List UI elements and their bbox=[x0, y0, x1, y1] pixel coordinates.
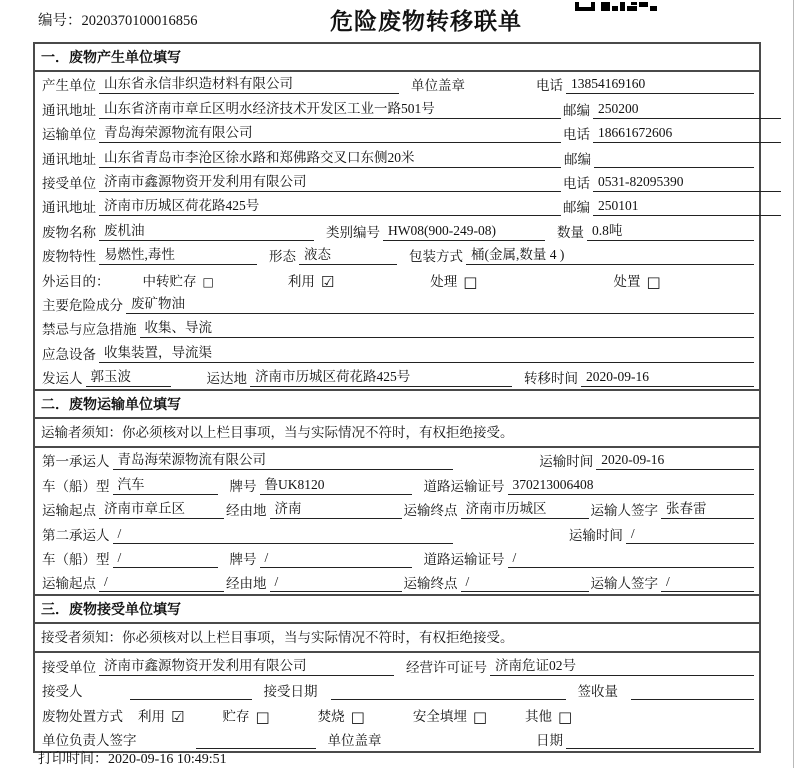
transport-time-label: 运输时间 bbox=[539, 454, 594, 470]
date-value bbox=[566, 730, 754, 749]
producer-address-value: 山东省济南市章丘区明水经济技术开发区工业一路501号 bbox=[99, 100, 561, 119]
receiver-notice: 接受者须知：你必须核对以上栏目事项，当与实际情况不符时，有权拒绝接受。 bbox=[35, 624, 759, 653]
acceptor-value bbox=[130, 681, 252, 700]
first-route-origin-value: 济南市章丘区 bbox=[99, 500, 224, 519]
row-main-hazard bbox=[35, 292, 759, 316]
option-utilize-label: 利用 bbox=[287, 273, 315, 289]
postcode-label: 邮编 bbox=[564, 151, 591, 167]
row-waste-name bbox=[35, 218, 759, 242]
accept-date-label: 接受日期 bbox=[263, 684, 318, 700]
transport-postcode-value bbox=[594, 149, 754, 168]
accepting-unit-label: 接受单位 bbox=[42, 659, 96, 675]
second-carrier-value: / bbox=[113, 525, 453, 544]
waste-property-label: 废物特性 bbox=[42, 249, 96, 265]
section-1-header: 一．废物产生单位填写 bbox=[35, 44, 759, 72]
receiver-postcode-value: 250101 bbox=[593, 197, 781, 216]
consignor-value: 郭玉波 bbox=[86, 368, 171, 387]
transfer-date-value: 2020-09-16 bbox=[581, 368, 754, 387]
serial-number-value: 2020370100016856 bbox=[81, 13, 198, 29]
responsible-signature-label: 单位负责人签字 bbox=[42, 732, 137, 748]
row-consignor bbox=[35, 365, 759, 389]
phone-label: 电话 bbox=[563, 175, 590, 191]
print-time-label: 打印时间： bbox=[38, 752, 108, 767]
qr-code-icon bbox=[575, 0, 657, 10]
first-transporter-signature-value: 张春雷 bbox=[661, 500, 754, 519]
second-route-origin-value: / bbox=[99, 573, 224, 592]
first-route-end-value: 济南市历城区 bbox=[461, 500, 589, 519]
row-transport-address bbox=[35, 145, 759, 169]
road-permit-label: 道路运输证号 bbox=[423, 478, 505, 494]
serial-number-label: 编号： bbox=[38, 13, 82, 29]
emergency-equipment-label: 应急设备 bbox=[42, 346, 96, 362]
producer-postcode-value: 250200 bbox=[593, 100, 781, 119]
second-route-end-value: / bbox=[461, 573, 589, 592]
second-carrier-label: 第二承运人 bbox=[42, 527, 110, 543]
waste-name-label: 废物名称 bbox=[42, 224, 96, 240]
first-carrier-label: 第一承运人 bbox=[42, 454, 110, 470]
serial-number-line bbox=[38, 9, 198, 30]
option-other-label: 其他 bbox=[525, 708, 553, 724]
row-accepting-unit bbox=[35, 653, 759, 677]
checkbox-incinerate-icon: □ bbox=[350, 707, 365, 726]
route-origin-label: 运输起点 bbox=[42, 576, 96, 592]
packaging-value: 桶(金属,数量 4 ) bbox=[466, 246, 754, 265]
quantity-value: 0.8吨 bbox=[587, 222, 754, 241]
transporter-signature-label: 运输人签字 bbox=[590, 503, 658, 519]
destination-value: 济南市历城区荷花路425号 bbox=[250, 368, 512, 387]
transfer-manifest-form bbox=[33, 42, 761, 753]
second-transporter-signature-value: / bbox=[661, 573, 754, 592]
transport-unit-label: 运输单位 bbox=[42, 127, 96, 143]
row-producer-unit bbox=[35, 72, 759, 96]
section-3-header: 三．废物接受单位填写 bbox=[35, 594, 759, 624]
acceptor-label: 接受人 bbox=[42, 684, 83, 700]
unit-seal-label: 单位盖章 bbox=[327, 732, 382, 748]
transporter-signature-label: 运输人签字 bbox=[590, 576, 658, 592]
producer-phone-value: 13854169160 bbox=[566, 75, 754, 94]
first-transport-time-value: 2020-09-16 bbox=[596, 451, 754, 470]
receiver-address-value: 济南市历城区荷花路425号 bbox=[99, 197, 561, 216]
quantity-label: 数量 bbox=[557, 224, 584, 240]
business-license-label: 经营许可证号 bbox=[406, 659, 487, 675]
transport-time-label: 运输时间 bbox=[568, 527, 623, 543]
transport-address-value: 山东省青岛市李沧区徐水路和郑佛路交叉口东侧20米 bbox=[99, 149, 561, 168]
first-carrier-value: 青岛海荣源物流有限公司 bbox=[113, 451, 453, 470]
waste-property-value: 易燃性,毒性 bbox=[99, 246, 257, 265]
checkbox-utilize-checked-icon: ☑ bbox=[320, 272, 335, 291]
postcode-label: 邮编 bbox=[563, 200, 590, 216]
route-via-label: 经由地 bbox=[226, 576, 267, 592]
checkbox-storage-icon: □ bbox=[255, 707, 270, 726]
second-vehicle-type-value: / bbox=[113, 549, 218, 568]
route-end-label: 运输终点 bbox=[403, 503, 458, 519]
transport-phone-value: 18661672606 bbox=[593, 124, 781, 143]
row-first-carrier bbox=[35, 448, 759, 472]
row-producer-address bbox=[35, 96, 759, 120]
row-outbound-purpose bbox=[35, 267, 759, 291]
transfer-date-label: 转移时间 bbox=[524, 371, 578, 387]
waste-name-value: 废机油 bbox=[99, 222, 314, 241]
row-first-vehicle bbox=[35, 472, 759, 496]
emergency-measures-value: 收集、导流 bbox=[140, 319, 755, 338]
accept-date-value bbox=[331, 681, 566, 700]
main-hazard-label: 主要危险成分 bbox=[42, 297, 123, 313]
responsible-signature-value bbox=[196, 730, 316, 749]
option-treat-label: 处理 bbox=[430, 273, 458, 289]
second-plate-number-value: / bbox=[260, 549, 412, 568]
page-right-edge-line bbox=[793, 0, 794, 768]
row-transport-unit bbox=[35, 121, 759, 145]
receiver-unit-label: 接受单位 bbox=[42, 175, 96, 191]
emergency-measures-label: 禁忌与应急措施 bbox=[42, 322, 137, 338]
address-label: 通讯地址 bbox=[42, 102, 96, 118]
form-state-label: 形态 bbox=[269, 249, 296, 265]
receiver-phone-value: 0531-82095390 bbox=[593, 173, 781, 192]
consignor-label: 发运人 bbox=[42, 371, 83, 387]
address-label: 通讯地址 bbox=[42, 200, 96, 216]
first-plate-number-value: 鲁UK8120 bbox=[260, 476, 412, 495]
first-vehicle-type-value: 汽车 bbox=[113, 476, 218, 495]
destination-label: 运达地 bbox=[206, 371, 247, 387]
plate-number-label: 牌号 bbox=[229, 552, 257, 568]
receiver-unit-value: 济南市鑫源物资开发利用有限公司 bbox=[99, 173, 561, 192]
row-receiver-unit bbox=[35, 170, 759, 194]
transport-unit-value: 青岛海荣源物流有限公司 bbox=[99, 124, 561, 143]
plate-number-label: 牌号 bbox=[229, 478, 257, 494]
option-incinerate-label: 焚烧 bbox=[317, 708, 345, 724]
print-time-value: 2020-09-16 10:49:51 bbox=[108, 752, 227, 767]
category-code-label: 类别编号 bbox=[326, 224, 380, 240]
option-transfer-storage-label: 中转贮存 bbox=[142, 273, 197, 289]
document-header bbox=[0, 0, 796, 42]
category-code-value: HW08(900-249-08) bbox=[383, 222, 545, 241]
second-road-permit-value: / bbox=[508, 549, 755, 568]
signed-quantity-value bbox=[631, 681, 754, 700]
vehicle-type-label: 车（船）型 bbox=[42, 478, 110, 494]
road-permit-label: 道路运输证号 bbox=[423, 552, 505, 568]
option-storage-label: 贮存 bbox=[222, 708, 250, 724]
checkbox-landfill-icon: □ bbox=[472, 707, 488, 726]
emergency-equipment-value: 收集装置，导流渠 bbox=[99, 344, 754, 363]
address-label: 通讯地址 bbox=[42, 151, 96, 167]
producer-unit-value: 山东省永信非织造材料有限公司 bbox=[99, 75, 399, 94]
packaging-label: 包装方式 bbox=[409, 249, 463, 265]
unit-seal-label: 单位盖章 bbox=[411, 78, 465, 94]
row-disposal-method bbox=[35, 702, 759, 726]
row-emergency-measures bbox=[35, 316, 759, 340]
business-license-value: 济南危证02号 bbox=[490, 657, 754, 676]
main-hazard-value: 废矿物油 bbox=[126, 295, 754, 314]
form-state-value: 液态 bbox=[299, 246, 397, 265]
signed-quantity-label: 签收量 bbox=[577, 684, 618, 700]
print-time-line bbox=[38, 748, 227, 768]
date-label: 日期 bbox=[536, 732, 563, 748]
row-acceptor bbox=[35, 678, 759, 702]
page-title: 危险废物转移联单 bbox=[330, 8, 522, 34]
transporter-notice: 运输者须知：你必须核对以上栏目事项，当与实际情况不符时，有权拒绝接受。 bbox=[35, 419, 759, 448]
phone-label: 电话 bbox=[536, 78, 563, 94]
accepting-unit-value: 济南市鑫源物资开发利用有限公司 bbox=[99, 657, 394, 676]
vehicle-type-label: 车（船）型 bbox=[42, 552, 110, 568]
route-end-label: 运输终点 bbox=[403, 576, 458, 592]
outbound-purpose-label: 外运目的： bbox=[42, 273, 110, 289]
postcode-label: 邮编 bbox=[563, 102, 590, 118]
option-utilize-label: 利用 bbox=[138, 708, 165, 724]
route-origin-label: 运输起点 bbox=[42, 503, 96, 519]
row-first-route bbox=[35, 497, 759, 521]
option-landfill-label: 安全填埋 bbox=[412, 708, 467, 724]
checkbox-dispose-icon: □ bbox=[646, 272, 661, 291]
first-route-via-value: 济南 bbox=[270, 500, 402, 519]
second-route-via-value: / bbox=[270, 573, 402, 592]
first-road-permit-value: 370213006408 bbox=[508, 476, 755, 495]
checkbox-utilize-checked-icon: ☑ bbox=[171, 707, 185, 726]
checkbox-treat-icon: □ bbox=[463, 272, 478, 291]
checkbox-transfer-storage-icon: □ bbox=[202, 274, 214, 289]
disposal-method-label: 废物处置方式 bbox=[42, 708, 123, 724]
producer-unit-label: 产生单位 bbox=[42, 78, 96, 94]
row-second-route bbox=[35, 570, 759, 594]
row-second-carrier bbox=[35, 521, 759, 545]
row-second-vehicle bbox=[35, 546, 759, 570]
row-receiver-address bbox=[35, 194, 759, 218]
second-transport-time-value: / bbox=[626, 525, 754, 544]
phone-label: 电话 bbox=[563, 127, 590, 143]
checkbox-other-icon: □ bbox=[558, 707, 573, 726]
row-waste-property bbox=[35, 243, 759, 267]
row-emergency-equipment bbox=[35, 340, 759, 364]
option-dispose-label: 处置 bbox=[613, 273, 641, 289]
section-2-header: 二．废物运输单位填写 bbox=[35, 389, 759, 419]
route-via-label: 经由地 bbox=[226, 503, 267, 519]
